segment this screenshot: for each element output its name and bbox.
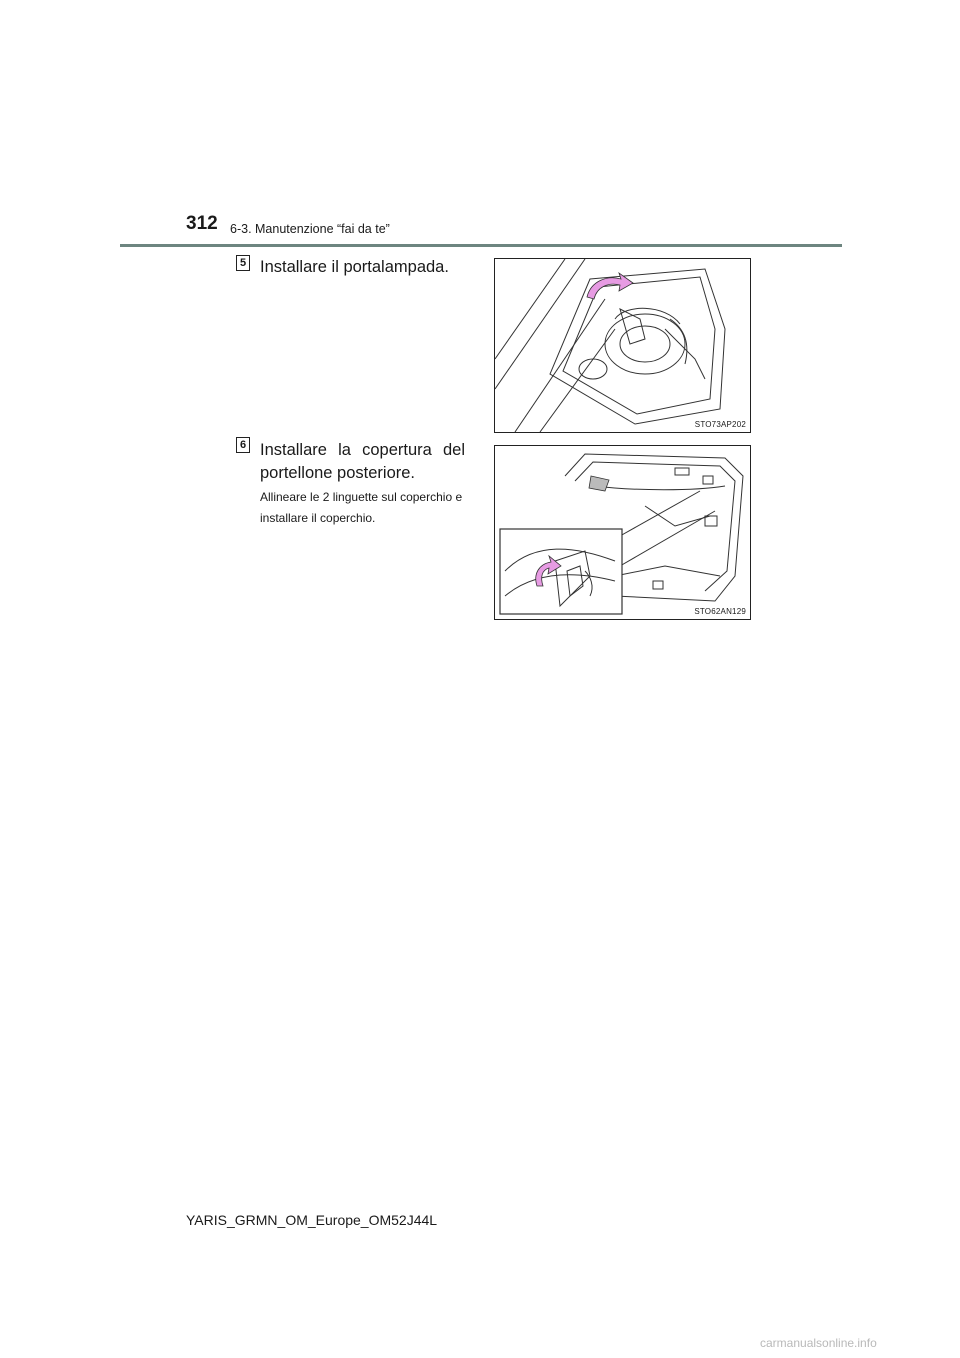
figure-lamp-holder xyxy=(494,258,751,433)
page-number: 312 xyxy=(186,213,218,234)
figure-code: STO62AN129 xyxy=(694,607,746,616)
section-title: 6-3. Manutenzione “fai da te” xyxy=(230,222,390,236)
step-number-5: 5 xyxy=(236,255,250,271)
step-5-text: Installare il portalampada. xyxy=(260,258,449,276)
figure-code: STO73AP202 xyxy=(694,420,746,429)
figure-tailgate-cover xyxy=(494,445,751,620)
inset-detail xyxy=(500,529,622,614)
doc-id-footer: YARIS_GRMN_OM_Europe_OM52J44L xyxy=(186,1212,438,1228)
tailgate-cover-illustration xyxy=(495,446,750,619)
step-number-6: 6 xyxy=(236,437,250,453)
lamp-holder-illustration xyxy=(495,259,750,432)
watermark: carmanualsonline.info xyxy=(760,1336,877,1350)
step-6-subtext: Allineare le 2 linguette sul coperchio e installare il coperchio. xyxy=(260,490,463,525)
header-rule xyxy=(120,244,842,247)
step-6-text: Installare la copertura del portellone posteriore. xyxy=(260,441,465,482)
